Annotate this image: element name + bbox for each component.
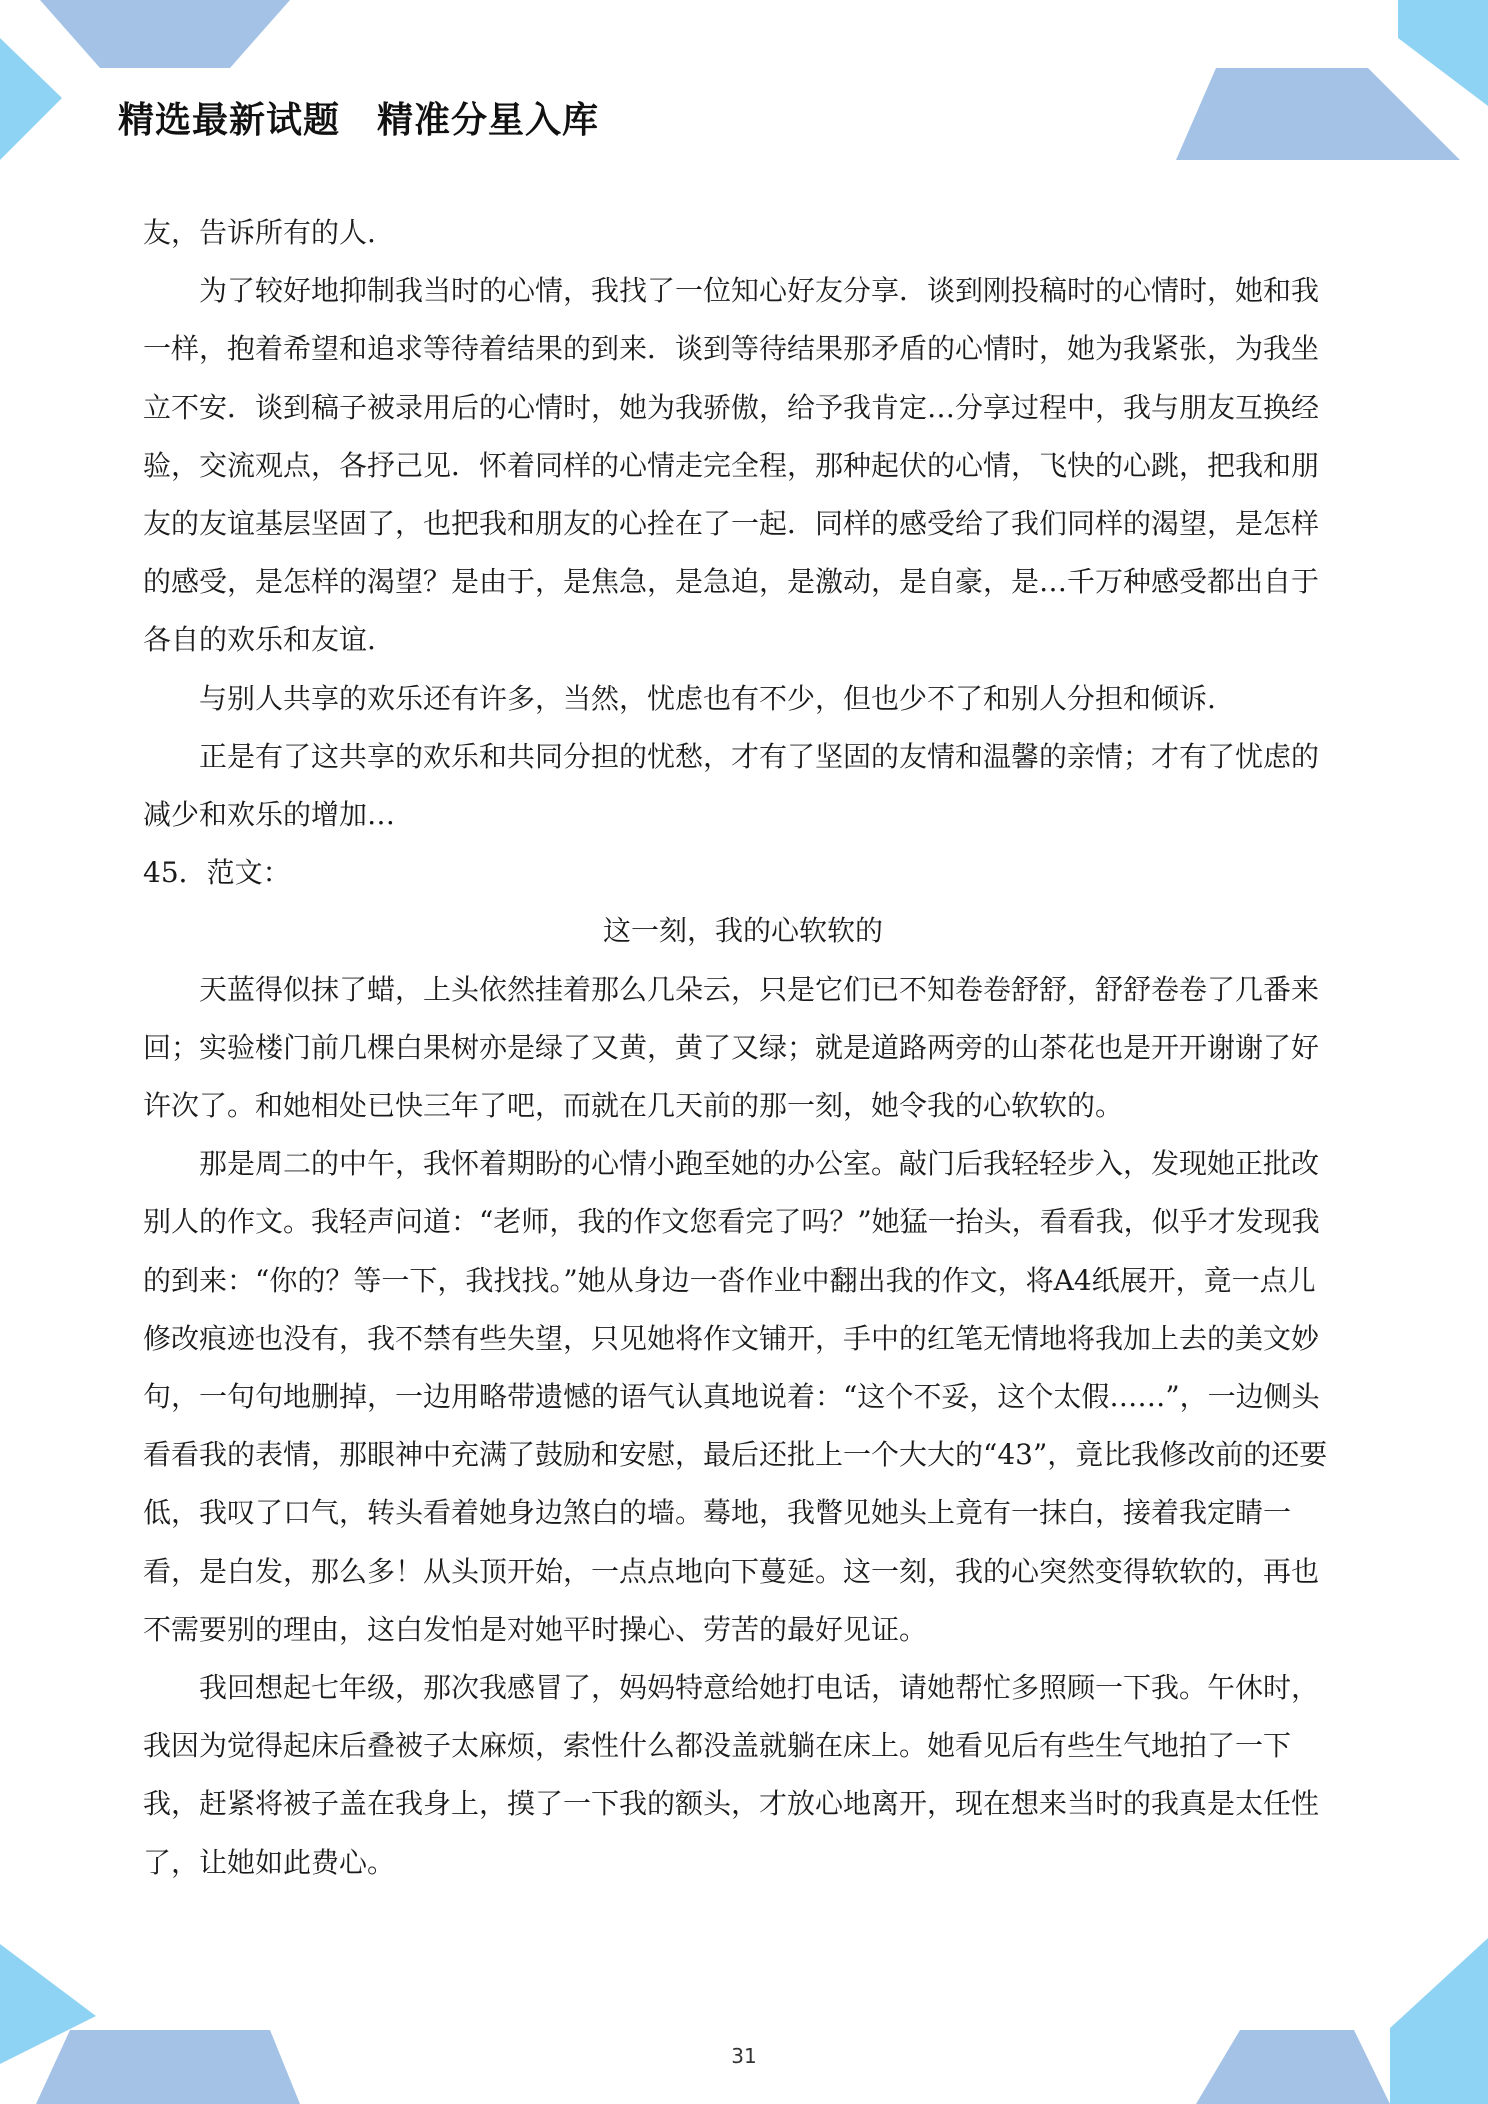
paragraph-conclusion: 正是有了这共享的欢乐和共同分担的忧愁，才有了坚固的友情和温馨的亲情；才有了忧虑的减少和欢乐的增加… (143, 739, 1320, 832)
top-left-corner-decoration (0, 0, 300, 170)
bottom-right-corner-decoration (1168, 1930, 1488, 2104)
document-body (143, 204, 1343, 1892)
paragraph-sharing: 为了较好地抑制我当时的心情，我找了一位知心好友分享．谈到刚投稿时的心情时，她和我一样，抱着希望和追求等待着结果的到来．谈到等待结果那矛盾的心情时，她为我紧张，为我坐立不安．谈到稿子被录用后的心情时，她为我骄傲，给予我肯定…分享过程中，我与朋友互换经验，交流观点，各抒己见．怀着同样的心情走完全程，那种起伏的心情，飞快的心跳，把我和朋友的友谊基层坚固了，也把我和朋友的心拴在了一起．同样的感受给了我们同样的渴望，是怎样的感受，是怎样的渴望？是由于，是焦急，是急迫，是激动，是自豪，是…千万种感受都出自于各自的欢乐和友谊. (143, 274, 1320, 657)
top-left-triangle (0, 38, 62, 160)
top-right-triangle (1398, 0, 1488, 106)
top-left-trapezoid (40, 0, 290, 68)
paragraph-continuation: 友，告诉所有的人. (143, 216, 376, 249)
header-title: 精选最新试题 精准分星入库 (118, 100, 600, 141)
essay-paragraph-3: 我回想起七年级，那次我感冒了，妈妈特意给她打电话，请她帮忙多照顾一下我。午休时，我因为觉得起床后叠被子太麻烦，索性什么都没盖就躺在床上。她看见后有些生气地拍了一下我，赶紧将被子盖在我身上，摸了一下我的额头，才放心地离开，现在想来当时的我真是太任性了，让她如此费心。 (143, 1671, 1320, 1879)
top-right-corner-decoration (1148, 0, 1488, 170)
question-label: 45．范文： (143, 856, 291, 890)
essay-paragraph-1: 天蓝得似抹了蜡，上头依然挂着那么几朵云，只是它们已不知卷卷舒舒，舒舒卷卷了几番来回；实验楼门前几棵白果树亦是绿了又黄，黄了又绿；就是道路两旁的山茶花也是开开谢谢了好许次了。和她相处已快三年了吧，而就在几天前的那一刻，她令我的心软软的。 (143, 972, 1320, 1123)
essay-title: 这一刻，我的心软软的 (602, 914, 883, 948)
bottom-right-triangle (1390, 1938, 1488, 2104)
paragraph-worries: 与别人共享的欢乐还有许多，当然，忧虑也有不少，但也少不了和别人分担和倾诉. (199, 681, 1216, 715)
page-number: 31 (731, 2044, 757, 2068)
bottom-left-corner-decoration (0, 1930, 320, 2104)
top-right-trapezoid (1176, 68, 1460, 160)
essay-paragraph-2: 那是周二的中午，我怀着期盼的心情小跑至她的办公室。敲门后我轻轻步入，发现她正批改别人的作文。我轻声问道：“老师，我的作文您看完了吗？”她猛一抬头，看看我，似乎才发现我的到来：“你的？等一下，我找找。”她从身边一沓作业中翻出我的作文，将A4纸展开，竟一点儿修改痕迹也没有，我不禁有些失望，只见她将作文铺开，手中的红笔无情地将我加上去的美文妙句，一句句地删掉，一边用略带遗憾的语气认真地说着：“这个不妥，这个太假……”，一边侧头看看我的表情，那眼神中充满了鼓励和安慰，最后还批上一个大大的“43”，竟比我修改前的还要低，我叹了口气，转头看着她身边煞白的墙。蓦地，我瞥见她头上竟有一抹白，接着我定睛一看，是白发，那么多！从头顶开始，一点点地向下蔓延。这一刻，我的心突然变得软软的，再也不需要别的理由，这白发怕是对她平时操心、劳苦的最好见证。 (143, 1147, 1328, 1646)
